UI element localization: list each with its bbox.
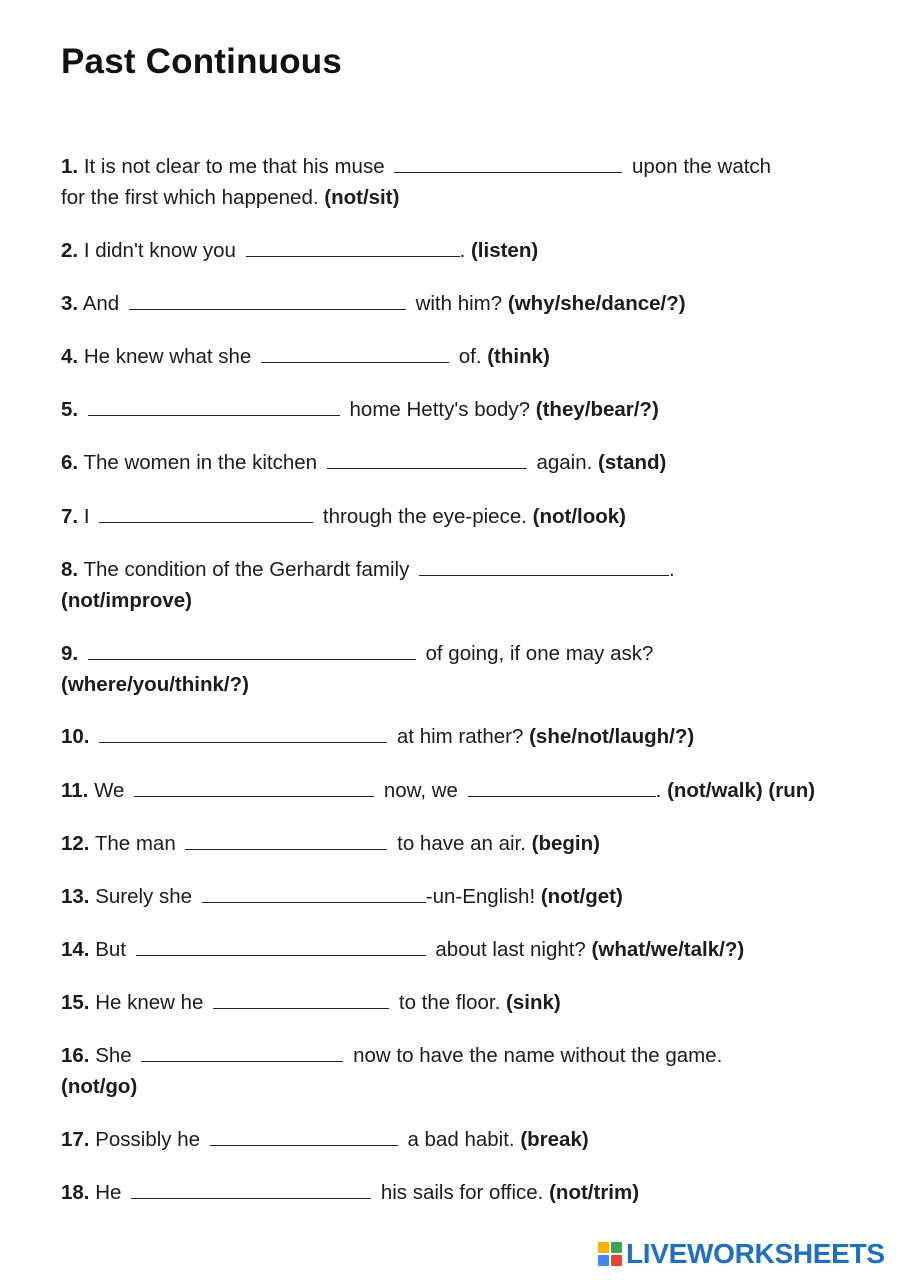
item-text-before: Surely she bbox=[95, 885, 193, 908]
item-hint: (sink) bbox=[506, 991, 561, 1014]
item-text-after: of going, if one may ask? bbox=[425, 642, 654, 665]
item-text-after: a bad habit. bbox=[407, 1128, 515, 1151]
answer-blank[interactable] bbox=[419, 557, 669, 576]
item-text-before: The women in the kitchen bbox=[83, 451, 318, 474]
exercise-item-12 bbox=[61, 828, 861, 859]
item-number: 18. bbox=[61, 1181, 90, 1204]
item-text-after: home Hetty's body? bbox=[349, 398, 531, 421]
exercise-item-11 bbox=[61, 775, 861, 806]
item-number: 9. bbox=[61, 642, 79, 665]
exercise-item-16 bbox=[61, 1040, 861, 1102]
answer-blank[interactable] bbox=[327, 450, 527, 469]
item-text-before: The man bbox=[94, 832, 176, 855]
item-text-after: of. bbox=[458, 345, 482, 368]
answer-blank[interactable] bbox=[213, 990, 389, 1009]
answer-blank[interactable] bbox=[134, 778, 374, 797]
item-number: 13. bbox=[61, 885, 90, 908]
item-text-after: . bbox=[459, 239, 466, 262]
item-text-after: now to have the name without the game. bbox=[353, 1044, 723, 1067]
exercise-item-17 bbox=[61, 1124, 861, 1155]
answer-blank[interactable] bbox=[141, 1043, 343, 1062]
item-text-continued: for the first which happened. bbox=[61, 186, 319, 209]
item-text-after: -un-English! bbox=[425, 885, 536, 908]
answer-blank[interactable] bbox=[136, 937, 426, 956]
item-hint: (not/walk) (run) bbox=[667, 779, 816, 802]
page-title: Past Continuous bbox=[61, 42, 343, 81]
item-hint: (begin) bbox=[531, 832, 600, 855]
answer-blank[interactable] bbox=[99, 724, 387, 743]
item-text-after: upon the watch bbox=[632, 155, 772, 178]
item-number: 4. bbox=[61, 345, 79, 368]
item-number: 15. bbox=[61, 991, 90, 1014]
item-text-mid: now, we bbox=[383, 779, 458, 802]
answer-blank[interactable] bbox=[131, 1180, 371, 1199]
item-text-after: his sails for office. bbox=[380, 1181, 544, 1204]
item-text-before: He knew he bbox=[95, 991, 204, 1014]
answer-blank[interactable] bbox=[99, 504, 313, 523]
item-number: 1. bbox=[61, 155, 79, 178]
exercise-item-13 bbox=[61, 881, 861, 912]
answer-blank[interactable] bbox=[129, 291, 406, 310]
answer-blank[interactable] bbox=[261, 344, 449, 363]
item-text-before: But bbox=[95, 938, 126, 961]
exercise-item-18 bbox=[61, 1177, 861, 1208]
item-text-after: at him rather? bbox=[396, 725, 524, 748]
item-text-before: We bbox=[94, 779, 125, 802]
item-text-before: I didn't know you bbox=[83, 239, 236, 262]
item-text-after: through the eye-piece. bbox=[322, 505, 527, 528]
exercise-item-3 bbox=[61, 288, 861, 319]
item-number: 17. bbox=[61, 1128, 90, 1151]
item-hint: (not/trim) bbox=[549, 1181, 640, 1204]
item-hint: (think) bbox=[487, 345, 550, 368]
answer-blank[interactable] bbox=[88, 641, 416, 660]
exercise-item-4 bbox=[61, 341, 861, 372]
item-text-before: He bbox=[95, 1181, 122, 1204]
item-hint: (break) bbox=[520, 1128, 589, 1151]
item-text-after: . bbox=[655, 779, 662, 802]
item-hint: (not/go) bbox=[61, 1075, 138, 1098]
answer-blank[interactable] bbox=[202, 884, 426, 903]
answer-blank[interactable] bbox=[246, 238, 460, 257]
exercise-item-7 bbox=[61, 501, 861, 532]
exercise-item-1 bbox=[61, 151, 861, 213]
item-text-before: I bbox=[83, 505, 90, 528]
item-hint: (stand) bbox=[598, 451, 667, 474]
exercise-item-10 bbox=[61, 721, 861, 752]
item-text-before: She bbox=[95, 1044, 132, 1067]
item-number: 7. bbox=[61, 505, 79, 528]
item-text-after: with him? bbox=[415, 292, 503, 315]
item-text-after: . bbox=[669, 558, 675, 581]
logo-text: LIVEWORKSHEETS bbox=[626, 1238, 885, 1269]
item-hint: (she/not/laugh/?) bbox=[529, 725, 695, 748]
item-number: 6. bbox=[61, 451, 79, 474]
item-number: 3. bbox=[61, 292, 79, 315]
item-number: 16. bbox=[61, 1044, 90, 1067]
answer-blank[interactable] bbox=[210, 1127, 398, 1146]
item-text-after: to have an air. bbox=[397, 832, 526, 855]
item-number: 8. bbox=[61, 558, 79, 581]
exercise-item-9 bbox=[61, 638, 861, 700]
liveworksheets-logo bbox=[598, 1238, 885, 1270]
item-hint: (not/look) bbox=[532, 505, 626, 528]
exercise-item-14 bbox=[61, 934, 861, 965]
item-number: 11. bbox=[61, 779, 89, 802]
exercise-item-2 bbox=[61, 235, 861, 266]
item-text-after: to the floor. bbox=[398, 991, 501, 1014]
item-text-after: again. bbox=[536, 451, 593, 474]
item-number: 5. bbox=[61, 398, 79, 421]
logo-icon bbox=[598, 1242, 622, 1266]
answer-blank[interactable] bbox=[185, 831, 387, 850]
item-hint: (where/you/think/?) bbox=[61, 673, 249, 696]
item-hint: (what/we/talk/?) bbox=[591, 938, 745, 961]
item-text-before: He knew what she bbox=[83, 345, 252, 368]
item-hint: (they/bear/?) bbox=[535, 398, 659, 421]
item-hint: (not/sit) bbox=[324, 186, 400, 209]
answer-blank[interactable] bbox=[394, 154, 622, 173]
item-text-after: about last night? bbox=[435, 938, 586, 961]
item-number: 2. bbox=[61, 239, 79, 262]
item-text-before: Possibly he bbox=[95, 1128, 201, 1151]
answer-blank[interactable] bbox=[88, 397, 340, 416]
item-text-before: It is not clear to me that his muse bbox=[83, 155, 385, 178]
item-text-before: The condition of the Gerhardt family bbox=[83, 558, 410, 581]
item-hint: (listen) bbox=[470, 239, 539, 262]
item-text-before: And bbox=[82, 292, 120, 315]
item-number: 14. bbox=[61, 938, 90, 961]
item-hint: (not/get) bbox=[540, 885, 623, 908]
exercise-item-6 bbox=[61, 447, 861, 478]
item-hint: (why/she/dance/?) bbox=[507, 292, 686, 315]
item-hint: (not/improve) bbox=[61, 589, 192, 612]
answer-blank[interactable] bbox=[468, 778, 656, 797]
item-number: 10. bbox=[61, 725, 90, 748]
item-number: 12. bbox=[61, 832, 90, 855]
exercise-item-5 bbox=[61, 394, 861, 425]
exercise-item-15 bbox=[61, 987, 861, 1018]
exercise-item-8 bbox=[61, 554, 861, 616]
